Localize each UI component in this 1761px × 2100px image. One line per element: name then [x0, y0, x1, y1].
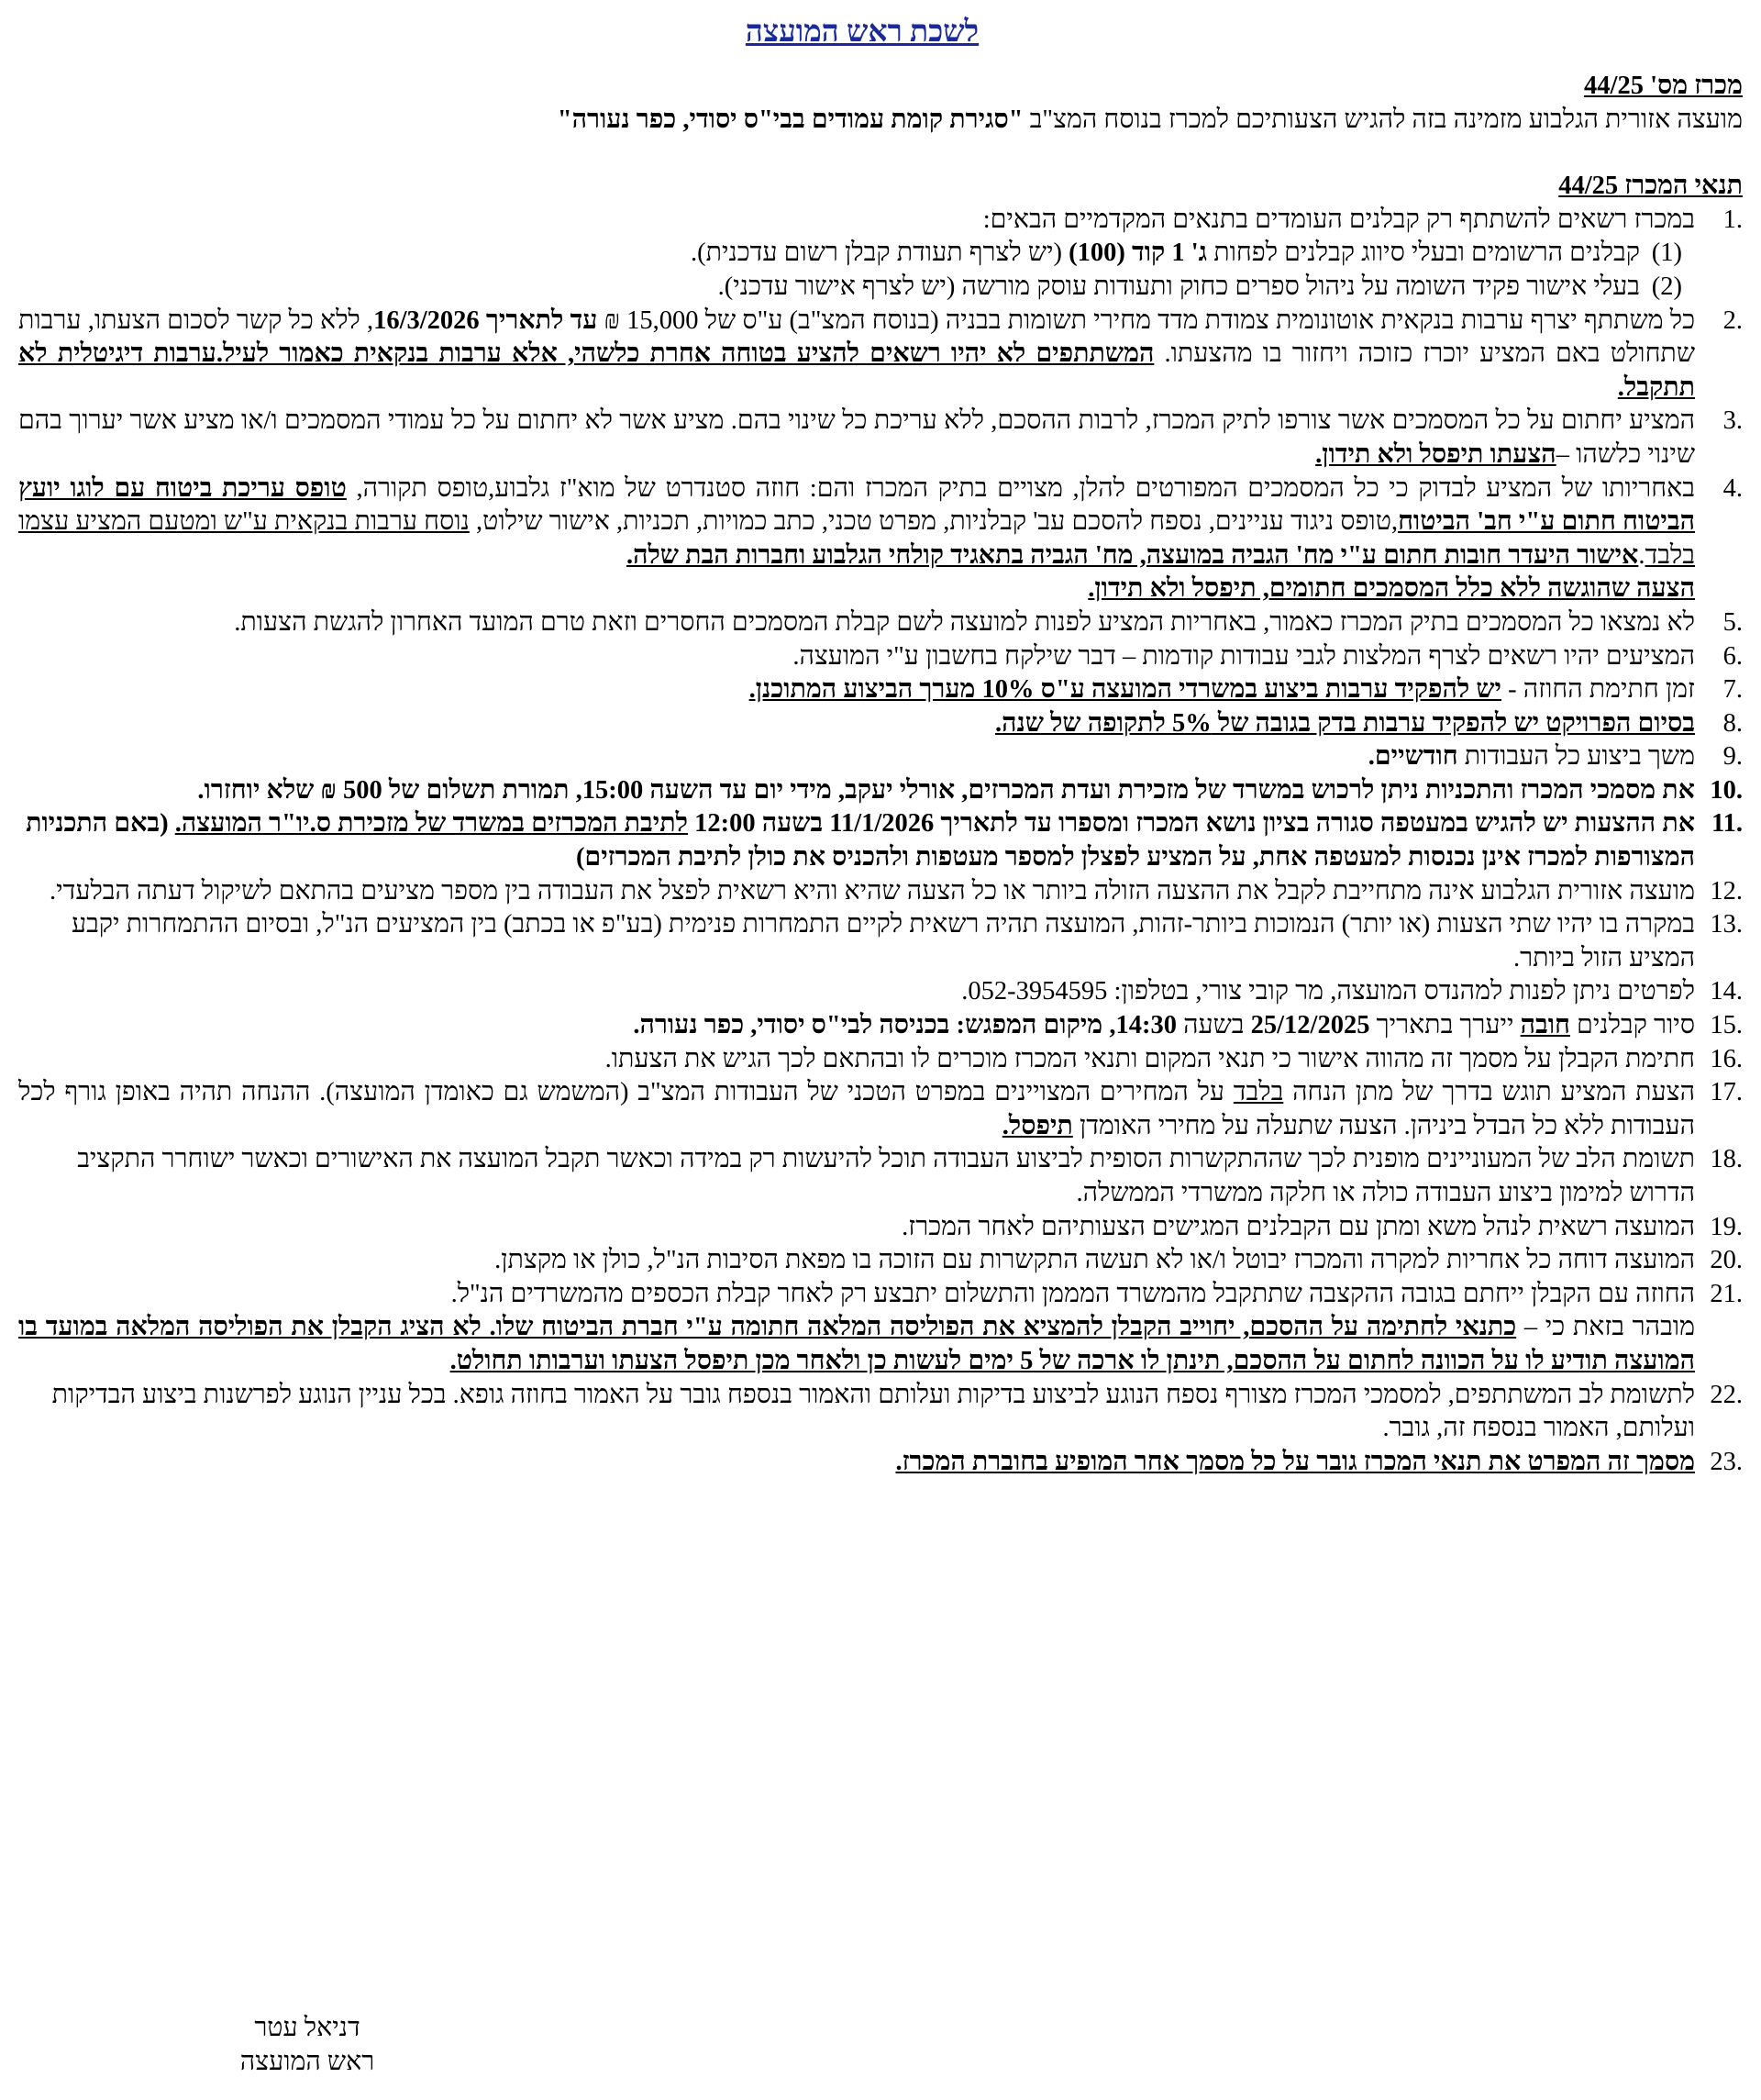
item-text: מסמך זה המפרט את תנאי המכרז גובר על כל מסמך אחר המופיע בחוברת המכרז. — [895, 1447, 1695, 1476]
item-text: במקרה בו יהיו שתי הצעות (או יותר) הנמוכות ביותר-זהות, המועצה תהיה רשאית לקיים התמחרות פנימית (בע"פ או בכתב) בין המציעים הנ"ל, ובסיום ההתמחרות יקבע המציע הזול ביותר. — [71, 910, 1695, 972]
note-intro: מובהר בזאת כי – — [1516, 1313, 1695, 1342]
no-debt-approval: אישור היעדר חובות חתום ע"י מח' הגביה במועצה, מח' הגביה בתאגיד קולחי הגלבוע וחברות הבת שלה. — [626, 540, 1639, 570]
condition-item-12 — [18, 875, 1743, 909]
item-text: באחריותו של המציע לבדוק כי כל המסמכים המפורטים להלן, מצויים בתיק המכרז והם: חוזה סטנדרט של מוא"ז גלבוע,טופס תקורה, — [346, 473, 1695, 503]
condition-item-17 — [18, 1076, 1743, 1143]
only-word: בלבד — [1233, 1078, 1284, 1107]
conditions-title: תנאי המכרז 44/25 — [1558, 172, 1743, 201]
item-text: הצעת המציע תוגש בדרך של מתן הנחה — [1283, 1078, 1695, 1107]
item-text: (באם התכניות המצורפות למכרז אינן נכנסות למעטפה אחת, על המציע לפצלן למספר מעטפות ולהכניס את כולן לתיבת המכרזים) — [26, 809, 1695, 872]
intro-project-name: "סגירת קומת עמודים בבי"ס יסודי, כפר נעורה" — [557, 105, 1024, 134]
condition-item-23 — [18, 1446, 1743, 1480]
contractor-classification: ג' 1 קוד (100) — [1069, 239, 1208, 268]
warranty-guarantee: בסיום הפרויקט יש להפקיד ערבות בדק בגובה של 5% לתקופה של שנה. — [994, 708, 1695, 738]
item-text: המציע יחתום על כל המסמכים אשר צורפו לתיק המכרז, לרבות ההסכם, ללא עריכת כל שינוי בהם. מציע אשר לא יחתום על כל עמודי המסמכים ו/או מציע אשר יערוך בהם שינוי כלשהו – — [18, 406, 1695, 469]
office-header: לשכת ראש המועצה — [745, 16, 980, 49]
item-number: 16. — [1710, 1044, 1743, 1073]
item-number: 6. — [1722, 641, 1743, 671]
condition-item-15 — [18, 1009, 1743, 1043]
tour-location: 14:30, מיקום המפגש: בכניסה לבי"ס יסודי, כפר נעורה. — [633, 1011, 1177, 1040]
guarantee-wording: נוסח ערבות בנקאית ע"ש ומטעם המציע עצמו בלבד — [18, 507, 1695, 570]
item-number: 15. — [1710, 1011, 1743, 1040]
item-text: כל משתתף יצרף ערבות בנקאית אוטונומית צמודת מדד מחירי תשומות בבניה (בנוסח המצ"ב) ע"ס של 15,000 ₪ — [597, 306, 1695, 335]
condition-item-4 — [18, 472, 1743, 606]
item-number: 12. — [1710, 876, 1743, 906]
condition-item-10 — [18, 774, 1743, 808]
condition-item-3 — [18, 405, 1743, 472]
signature-block — [188, 2012, 426, 2079]
sub-item-text: בעלי אישור פקיד השומה על ניהול ספרים כחוק ותעודות עוסק מורשה (יש לצרף אישור עדכני). — [717, 272, 1640, 301]
guarantee-restriction: המשתתפים לא יהיו רשאים להציע בטוחה אחרת כלשהי, אלא ערבות בנקאית כאמור לעיל.ערבות דיגיטלית לא תתקבל. — [18, 339, 1695, 402]
disqualification-note: הצעתו תיפסל ולא תידון. — [1315, 439, 1556, 469]
item-number: 17. — [1710, 1078, 1743, 1107]
sub-item-1 — [18, 237, 1682, 271]
condition-item-8 — [18, 707, 1743, 741]
condition-item-14 — [18, 975, 1743, 1009]
condition-item-9 — [18, 740, 1743, 774]
item-number: 7. — [1722, 675, 1743, 705]
signatory-title: ראש המועצה — [239, 2047, 375, 2076]
item-number: 2. — [1722, 306, 1743, 335]
item-text: סיור קבלנים — [1569, 1011, 1695, 1040]
item-number: 3. — [1722, 406, 1743, 436]
item-number: 14. — [1710, 977, 1743, 1006]
sub-item-text: קבלנים הרשומים ובעלי סיווג קבלנים לפחות — [1207, 239, 1640, 268]
item-text: המועצה דוחה כל אחריות למקרה והמכרז יבוטל ו/או לא תעשה התקשרות עם הזוכה בו מפאת הסיבות הנ"ל, כולן או מקצתן. — [494, 1246, 1695, 1275]
work-duration: חודשיים. — [1368, 742, 1458, 772]
item-text: את מסמכי המכרז והתכניות ניתן לרכוש במשרד של מזכירת ועדת המכרזים, אורלי יעקב, מידי יום עד השעה 15:00, תמורת תשלום של 500 ₪ שלא יוחזרו. — [197, 775, 1695, 805]
item-text: לתשומת לב המשתתפים, למסמכי המכרז מצורף נספח הנוגע לביצוע בדיקות ועלותם והאמור בנספח גובר על האמור בחוזה גופא. בכל עניין הנוגע לפרשנות ביצוע הבדיקות ועלותם, האמור בנספח זה, גובר. — [51, 1380, 1695, 1443]
insurance-form: טופס עריכת ביטוח עם לוגו יועץ הביטוח חתום ע"י חב' הביטוח — [18, 473, 1696, 537]
condition-item-1 — [18, 204, 1743, 305]
item-number: 5. — [1722, 607, 1743, 637]
item-number: 23. — [1710, 1447, 1743, 1476]
unsigned-documents-note: הצעה שהוגשה ללא כלל המסמכים חתומים, תיפסל ולא תידון. — [1088, 574, 1695, 604]
disqualified-word: תיפסל. — [1002, 1111, 1073, 1140]
note-body: כתנאי לחתימה על ההסכם, יחוייב הקבלן להמציא את הפוליסה המלאה חתומה ע"י חברת הביטוח שלו. לא הציג הקבלן את הפוליסה המלאה במועד בו המועצה תודיע לו על הכוונה לחתום על ההסכם, תינתן לו ארכה של 5 ימים לעשות כן ולאחר מכן תיפסל הצעתו וערבותו תחולט. — [18, 1313, 1695, 1375]
condition-item-21 — [18, 1278, 1743, 1312]
condition-item-22 — [18, 1379, 1743, 1446]
item-text: המציעים יהיו רשאים לצרף המלצות לגבי עבודות קודמות – דבר שילקח בחשבון ע"י המועצה. — [792, 641, 1695, 671]
tour-mandatory: חובה — [1520, 1011, 1570, 1040]
item-number: 21. — [1710, 1279, 1743, 1308]
condition-item-5 — [18, 606, 1743, 640]
conditions-list — [18, 204, 1743, 1480]
item-text: את ההצעות יש להגיש במעטפה סגורה בציון נושא המכרז ומספרו עד לתאריך 11/1/2026 בשעה 12:00 — [687, 809, 1695, 839]
item-number: 18. — [1710, 1145, 1743, 1174]
guarantee-deadline: עד לתאריך 16/3/2026 — [373, 306, 598, 335]
item-text: משך ביצוע כל העבודות — [1457, 742, 1695, 772]
item-text: המועצה רשאית לנהל משא ומתן עם הקבלנים המגישים הצעותיהם לאחר המכרז. — [902, 1212, 1695, 1241]
sub-item-number: (2) — [1651, 272, 1682, 301]
item-text: ,טופס ניגוד עניינים, נספח להסכם עב' קבלניות, מפרט טכני, כתב כמויות, תכניות, אישור שילוט, — [469, 507, 1399, 537]
item-text: . — [1638, 540, 1645, 570]
condition-item-20 — [18, 1244, 1743, 1278]
condition-item-2 — [18, 305, 1743, 406]
sub-item-number: (1) — [1651, 239, 1682, 268]
condition-item-7 — [18, 673, 1743, 707]
item-text: לפרטים ניתן לפנות למהנדס המועצה, מר קובי צורי, בטלפון: 052-3954595. — [961, 977, 1695, 1006]
signatory-name: דניאל עטר — [254, 2014, 360, 2042]
item-text: בשעה — [1176, 1011, 1251, 1040]
item-number: 13. — [1710, 910, 1743, 939]
item-text: לא נמצאו כל המסמכים בתיק המכרז כאמור, באחריות המציע לפנות למועצה לשם קבלת המסמכים החסרים וזאת טרם המועד האחרון להגשת הצעות. — [234, 607, 1695, 637]
item-text: מועצה אזורית הגלבוע אינה מתחייבת לקבל את ההצעה הזולה ביותר או כל הצעה שהיא והיא רשאית לפצל את העבודה בין מספר מציעים בהתאם לשיקול דעתה הבלעדי. — [50, 876, 1695, 906]
tender-intro — [18, 104, 1743, 138]
item-text: ייערך בתאריך — [1369, 1011, 1521, 1040]
sub-item-text: (יש לצרף תעודת קבלן רשום עדכנית). — [690, 239, 1069, 268]
tender-number: מכרז מס' 44/25 — [1584, 72, 1743, 100]
tour-date: 25/12/2025 — [1250, 1011, 1370, 1040]
item-text: זמן חתימת החוזה - — [1501, 675, 1695, 705]
item-text: , ללא כל קשר לסכום הצעתו, ערבות שתחולט באם המציע יוכרז כזוכה ויחזור בו מהצעתו. — [18, 306, 1695, 369]
item-number: 10. — [1710, 775, 1743, 805]
condition-item-13 — [18, 908, 1743, 975]
condition-item-18 — [18, 1143, 1743, 1210]
condition-item-6 — [18, 640, 1743, 674]
item-number: 8. — [1722, 708, 1743, 738]
item-number: 20. — [1710, 1246, 1743, 1275]
intro-text: מועצה אזורית הגלבוע מזמינה בזה להגיש הצעותיכם למכרז בנוסח המצ"ב — [1023, 105, 1743, 134]
sub-item-2 — [18, 271, 1682, 305]
performance-guarantee: יש להפקיד ערבות ביצוע במשרדי המועצה ע"ס 10% מערך הביצוע המתוכנן. — [748, 675, 1502, 705]
condition-item-16 — [18, 1043, 1743, 1077]
item-text: תשומת הלב של המעוניינים מופנית לכך שההתקשרות הסופית לביצוע העבודה תוכל להיעשות רק במידה וכאשר תקבל המועצה את האישורים וכאשר ישוחרר התקציב הדרוש למימון ביצוע העבודה כולה או חלקה ממשרדי הממשלה. — [77, 1145, 1695, 1207]
item-number: 11. — [1711, 809, 1743, 839]
condition-item-11 — [18, 807, 1743, 874]
item-number: 4. — [1722, 473, 1743, 503]
item-number: 9. — [1722, 742, 1743, 772]
tender-box: לתיבת המכרזים במשרד של מזכירת ס.יו"ר המועצה. — [174, 809, 688, 839]
item-number: 19. — [1710, 1212, 1743, 1241]
condition-item-19 — [18, 1211, 1743, 1245]
insurance-policy-note — [18, 1311, 1743, 1378]
item-number: 1. — [1722, 205, 1743, 234]
tender-document — [18, 13, 1743, 1479]
item-text: במכרז רשאים להשתתף רק קבלנים העומדים בתנאים המקדמיים הבאים: — [982, 205, 1695, 234]
item-number: 22. — [1710, 1380, 1743, 1409]
item-text: החוזה עם הקבלן ייחתם בגובה ההקצבה שתתקבל מהמשרד המממן והתשלום יתבצע רק לאחר קבלת הכספים מהמשרדים הנ"ל. — [450, 1279, 1695, 1308]
item-text: על המחירים המצויינים במפרט הטכני של העבודות המצ"ב (המשמש גם כאומדן המועצה). ההנחה תהיה באופן גורף לכל העבודות ללא כל הבדל ביניהן. הצעה שתעלה על מחירי האומדן — [18, 1078, 1695, 1140]
item-text: חתימת הקבלן על מסמך זה מהווה אישור כי תנאי המקום ותנאי המכרז מוכרים לו ובהתאם לכך הגיש את הצעתו. — [604, 1044, 1695, 1073]
